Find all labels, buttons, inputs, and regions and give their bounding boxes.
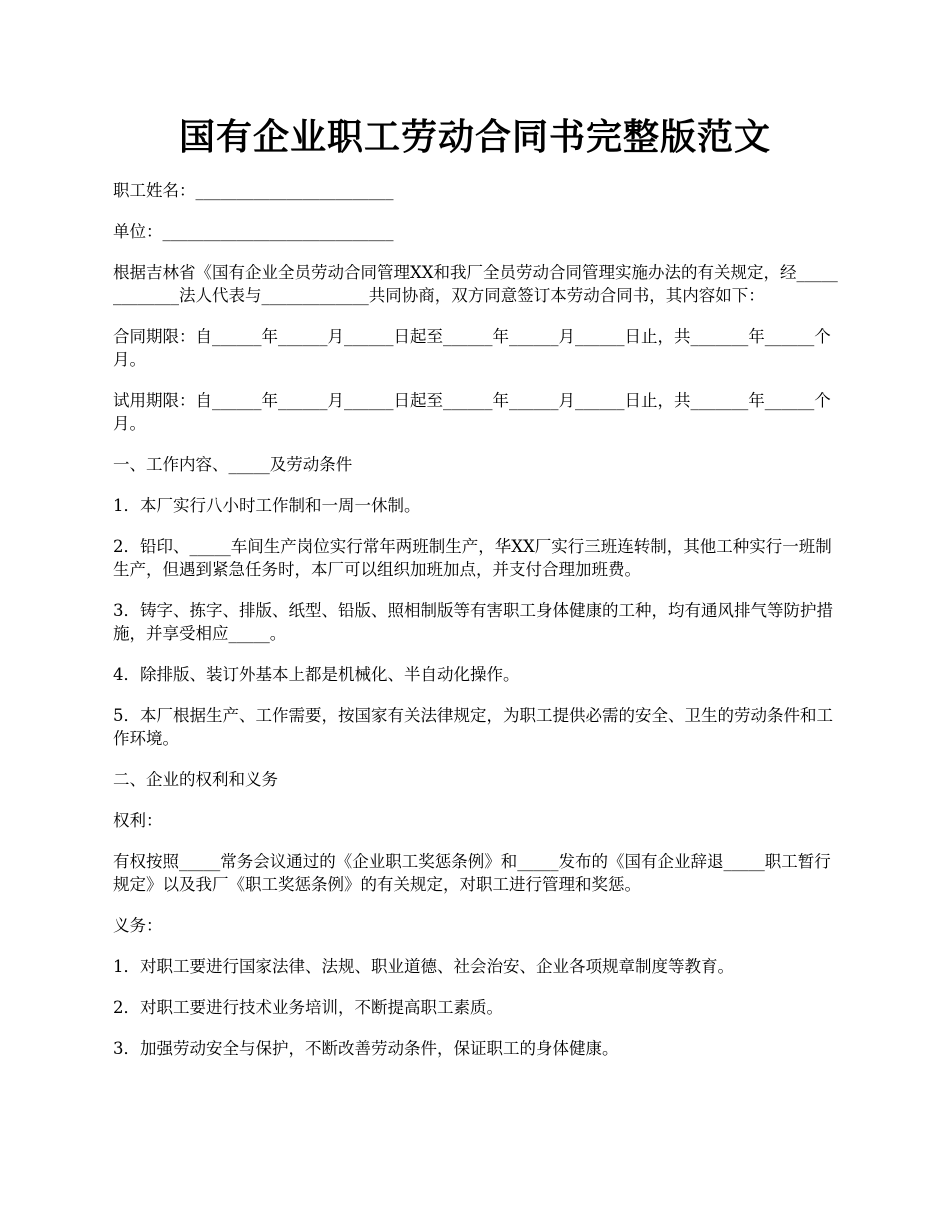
employee-name-line: 职工姓名：________________________ [113, 181, 394, 200]
obligation-item-3: 3．加强劳动安全与保护，不断改善劳动条件，保证职工的身体健康。 [113, 1039, 619, 1058]
rights-label: 权利： [113, 811, 163, 830]
obligation-item-1: 1．对职工要进行国家法律、法规、职业道德、社会治安、企业各项规章制度等教育。 [113, 957, 734, 976]
rights-paragraph: 有权按照_____常务会议通过的《企业职工奖惩条例》和_____发布的《国有企业辞退_____职工暂行规定》以及我厂《职工奖惩条例》的有关规定，对职工进行管理和奖惩。 [113, 852, 831, 894]
section-heading-rights: 二、企业的权利和义务 [113, 770, 278, 789]
section-heading-work: 一、工作内容、_____及劳动条件 [113, 455, 353, 474]
employer-unit-line: 单位：____________________________ [113, 222, 394, 241]
contract-term-line: 合同期限：自______年______月______日起至______年______月______日止，共_______年______个月。 [113, 327, 831, 369]
intro-paragraph: 根据吉林省《国有企业全员劳动合同管理XX和我厂全员劳动合同管理实施办法的有关规定，经_____________法人代表与_____________共同协商，双方同意签订本劳动合同书，其内容如下： [113, 263, 838, 305]
document-title: 国有企业职工劳动合同书完整版范文 [178, 116, 771, 158]
work-clause-2: 2．铅印、_____车间生产岗位实行常年两班制生产，华XX厂实行三班连转制，其他工种实行一班制生产，但遇到紧急任务时，本厂可以组织加班加点，并支付合理加班费。 [113, 537, 832, 579]
work-clause-5: 5．本厂根据生产、工作需要，按国家有关法律规定，为职工提供必需的安全、卫生的劳动条件和工作环境。 [113, 706, 833, 748]
document-body [113, 179, 843, 1078]
work-clause-4: 4．除排版、装订外基本上都是机械化、半自动化操作。 [113, 665, 520, 684]
probation-term-line: 试用期限：自______年______月______日起至______年______月______日止，共_______年______个月。 [113, 391, 831, 433]
obligation-item-2: 2．对职工要进行技术业务培训，不断提高职工素质。 [113, 998, 503, 1017]
obligations-label: 义务： [113, 916, 163, 935]
work-clause-3: 3．铸字、拣字、排版、纸型、铅版、照相制版等有害职工身体健康的工种，均有通风排气等防护措施，并享受相应_____。 [113, 601, 833, 643]
work-clause-1: 1．本厂实行八小时工作制和一周一休制。 [113, 496, 421, 515]
